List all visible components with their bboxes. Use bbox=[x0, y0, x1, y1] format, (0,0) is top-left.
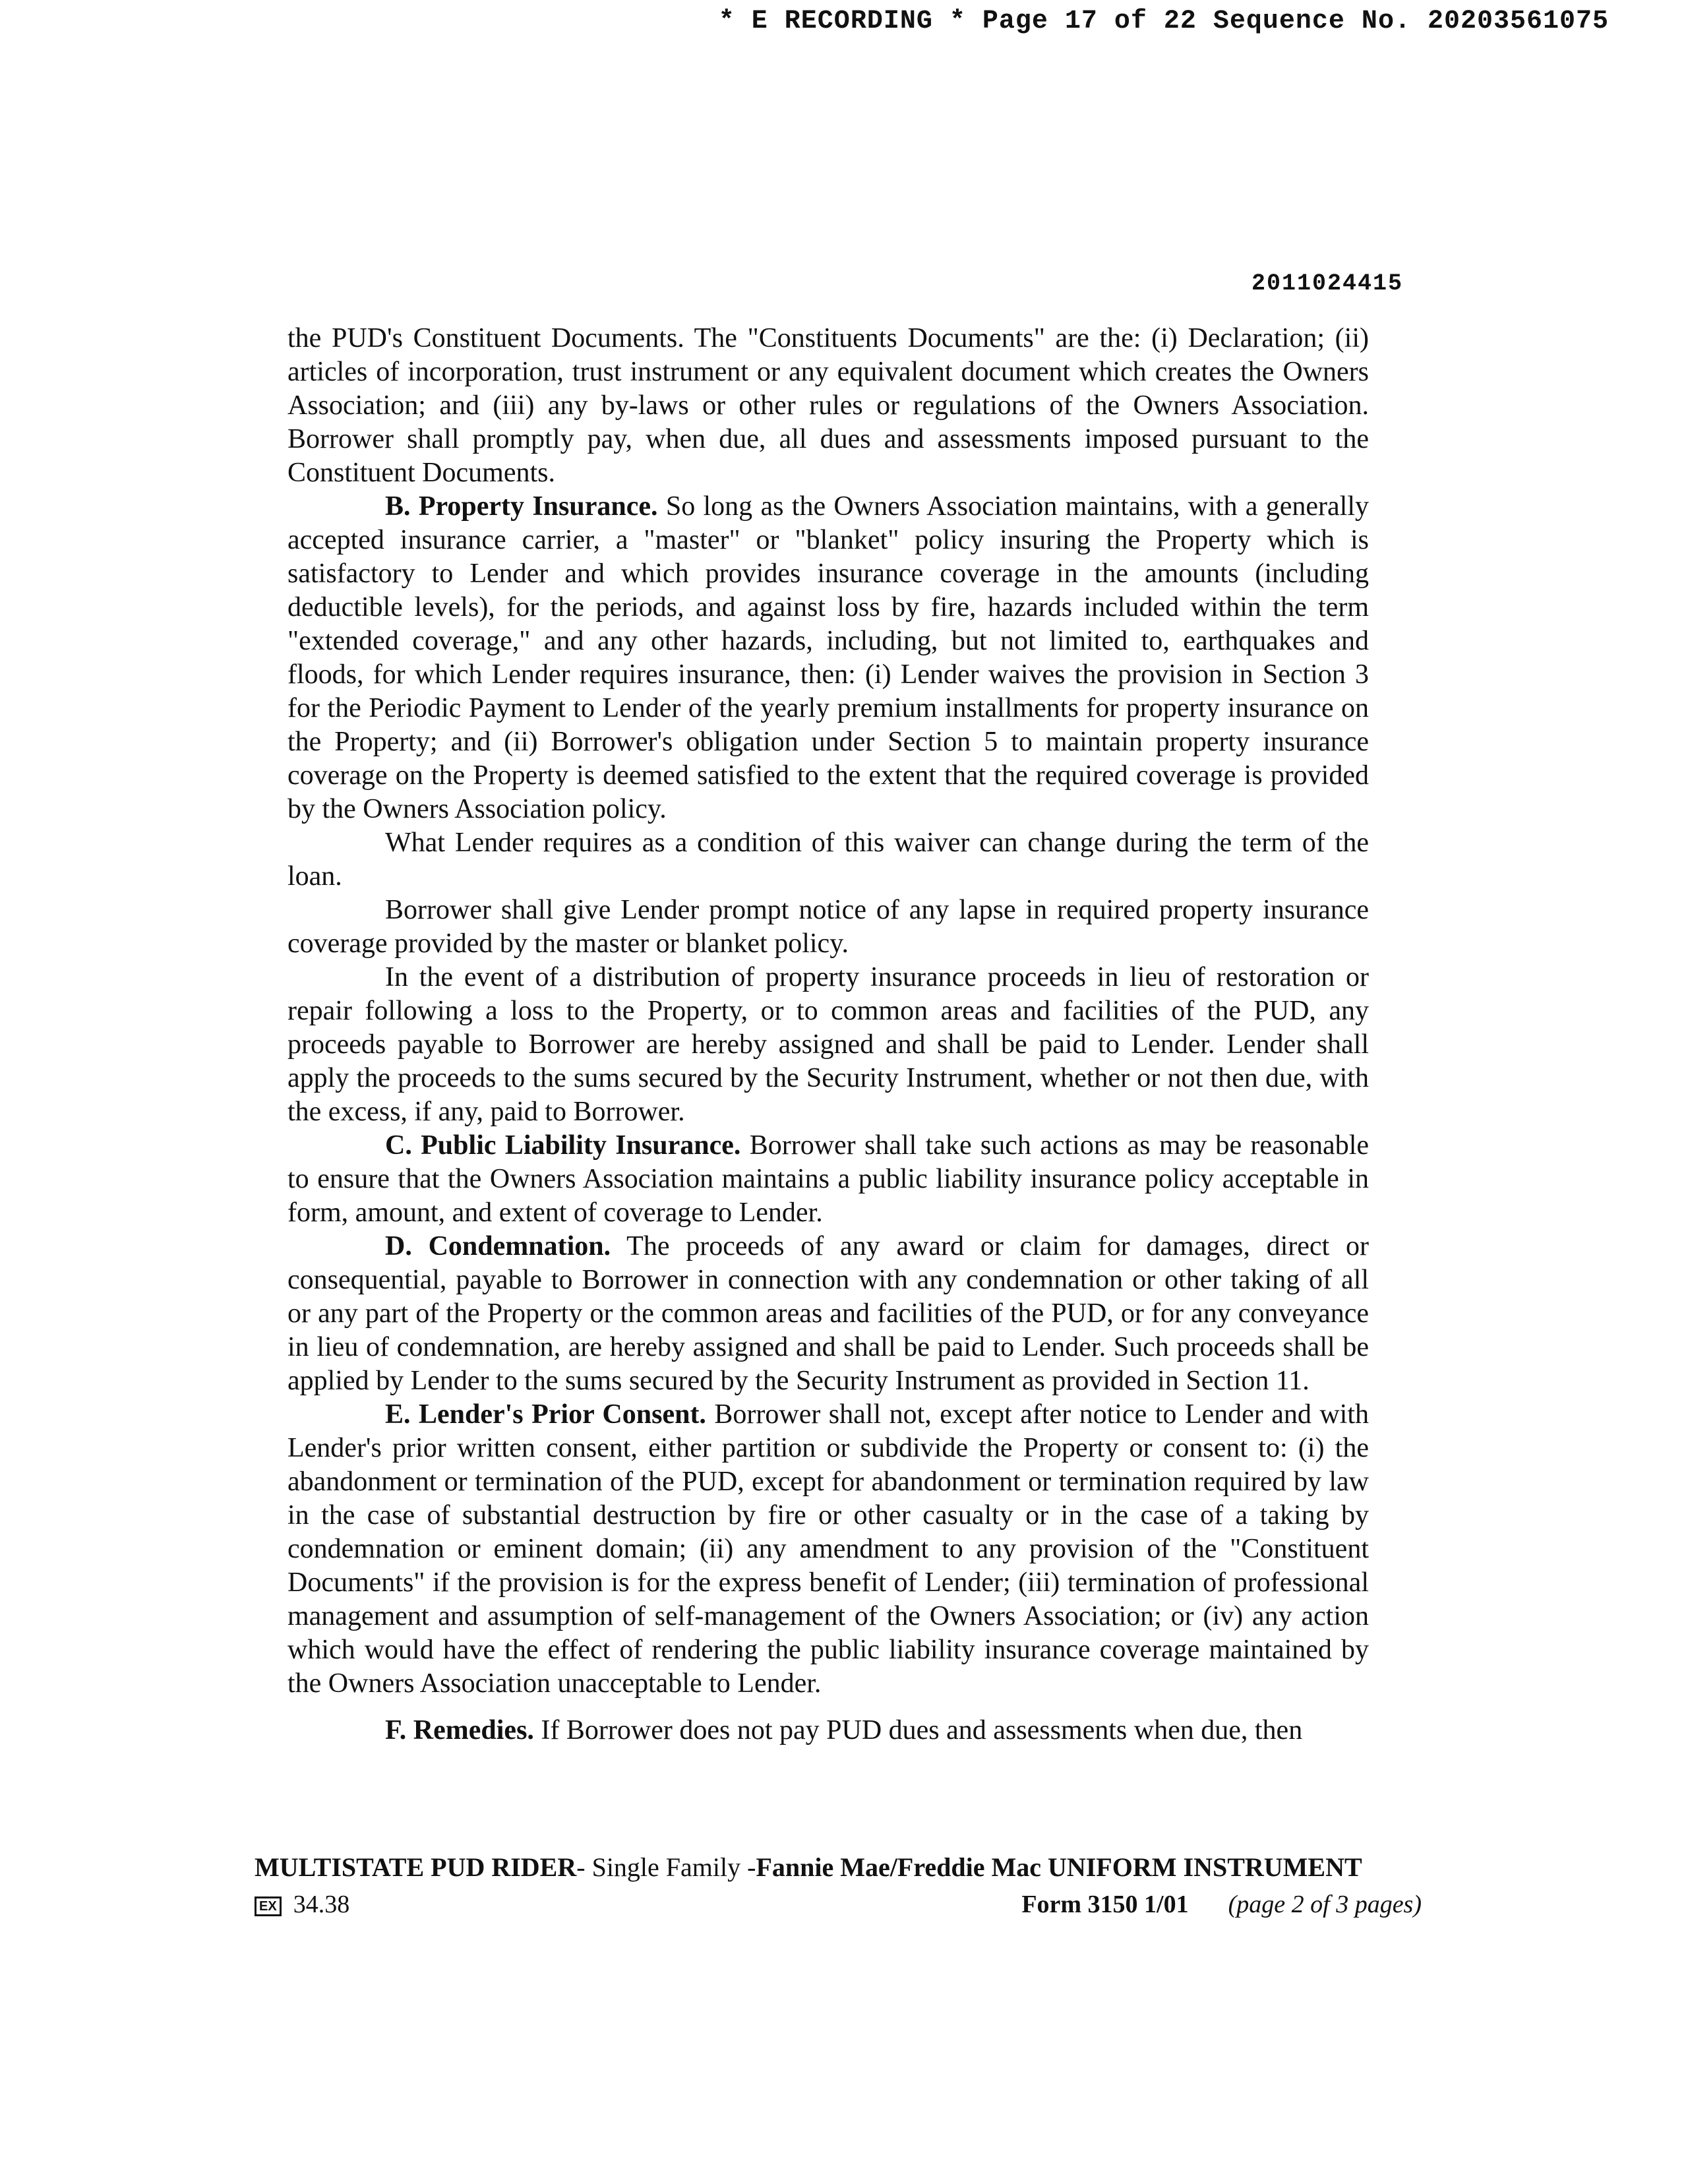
paragraph-text: Borrower shall not, except after notice to Lender and with Lender's prior written consent, either partition or subdivide the Property or consent to: (i) the abandonment or termination of the PUD, except for abandonment or termination required by law in the case of substantial destruction by fire or other casualty or in the case of a taking by condemnation or eminent domain; (ii) any amendment to any provision of the "Constituent Documents" if the provision is for the express benefit of Lender; (iii) termination of professional management and assumption of self-management of the Owners Association; or (iv) any action which would have the effect of rendering the public liability insurance coverage maintained by the Owners Association unacceptable to Lender. bbox=[287, 1399, 1369, 1699]
rider-title: MULTISTATE PUD RIDER bbox=[255, 1852, 577, 1882]
paragraph-constituent-documents bbox=[287, 322, 1369, 490]
paragraph-text: In the event of a distribution of property insurance proceeds in lieu of restoration or repair following a loss to the Property, or to common areas and facilities of the PUD, any proceeds payable to Borrower are hereby assigned and shall be paid to Lender. Lender shall apply the proceeds to the sums secured by the Security Instrument, whether or not then due, with the excess, if any, paid to Borrower. bbox=[287, 962, 1369, 1127]
paragraph-property-insurance bbox=[287, 490, 1369, 826]
rider-subtitle: - Single Family - bbox=[576, 1852, 756, 1882]
page-info: (page 2 of 3 pages) bbox=[1228, 1891, 1422, 1918]
uniform-instrument: Fannie Mae/Freddie Mac UNIFORM INSTRUMENT bbox=[756, 1852, 1362, 1882]
paragraph-text: What Lender requires as a condition of this waiver can change during the term of the loan. bbox=[287, 828, 1369, 892]
paragraph-public-liability bbox=[287, 1129, 1369, 1230]
form-number-block bbox=[1021, 1890, 1422, 1919]
paragraph-text: If Borrower does not pay PUD dues and assessments when due, then bbox=[533, 1715, 1303, 1745]
section-heading-b: B. Property Insurance. bbox=[385, 491, 658, 522]
paragraph-condemnation bbox=[287, 1230, 1369, 1398]
paragraph-insurance-proceeds bbox=[287, 961, 1369, 1129]
paragraph-text: So long as the Owners Association maintains, with a generally accepted insurance carrier, a "master" or "blanket" policy insuring the Property which is satisfactory to Lender and which provides insurance coverage in the amounts (including deductible levels), for the periods, and against loss by fire, hazards included within the term "extended coverage," and any other hazards, including, but not limited to, earthquakes and floods, for which Lender requires insurance, then: (i) Lender waives the provision in Section 3 for the Periodic Payment to Lender of the yearly premium installments for property insurance on the Property; and (ii) Borrower's obligation under Section 5 to maintain property insurance coverage on the Property is deemed satisfied to the extent that the required coverage is provided by the Owners Association policy. bbox=[287, 491, 1369, 824]
section-heading-e: E. Lender's Prior Consent. bbox=[385, 1399, 706, 1430]
section-heading-f: F. Remedies. bbox=[385, 1715, 534, 1745]
paragraph-text: Borrower shall take such actions as may be reasonable to ensure that the Owners Association maintains a public liability insurance policy acceptable in form, amount, and extent of coverage to Lender. bbox=[287, 1130, 1369, 1228]
ex-logo-badge: EX bbox=[255, 1896, 282, 1916]
section-heading-c: C. Public Liability Insurance. bbox=[385, 1130, 741, 1161]
paragraph-lapse-notice bbox=[287, 894, 1369, 961]
footer-form-title bbox=[255, 1852, 1362, 1883]
form-code-number: 34.38 bbox=[293, 1891, 350, 1918]
document-number: 2011024415 bbox=[1251, 270, 1403, 297]
form-number: Form 3150 1/01 bbox=[1021, 1891, 1189, 1918]
paragraph-text: Borrower shall give Lender prompt notice of any lapse in required property insurance coverage provided by the master or blanket policy. bbox=[287, 895, 1369, 959]
rider-body bbox=[287, 322, 1369, 1747]
paragraph-remedies bbox=[287, 1714, 1369, 1747]
paragraph-text: the PUD's Constituent Documents. The "Constituents Documents" are the: (i) Declaration; (ii) articles of incorporation, trust instrument or any equivalent document which creates the Owners Association; and (iii) any by-laws or other rules or regulations of the Owners Association. Borrower shall promptly pay, when due, all dues and assessments imposed pursuant to the Constituent Documents. bbox=[287, 323, 1369, 488]
paragraph-text: The proceeds of any award or claim for damages, direct or consequential, payable to Borrower in connection with any condemnation or other taking of all or any part of the Property or the common areas and facilities of the PUD, or for any conveyance in lieu of condemnation, are hereby assigned and shall be paid to Lender. Such proceeds shall be applied by Lender to the sums secured by the Security Instrument as provided in Section 11. bbox=[287, 1231, 1369, 1396]
recording-stamp: * E RECORDING * Page 17 of 22 Sequence No. 20203561075 bbox=[718, 7, 1609, 36]
paragraph-prior-consent bbox=[287, 1398, 1369, 1701]
section-heading-d: D. Condemnation. bbox=[385, 1231, 611, 1261]
paragraph-waiver-condition bbox=[287, 826, 1369, 894]
footer-form-info bbox=[255, 1890, 1422, 1919]
